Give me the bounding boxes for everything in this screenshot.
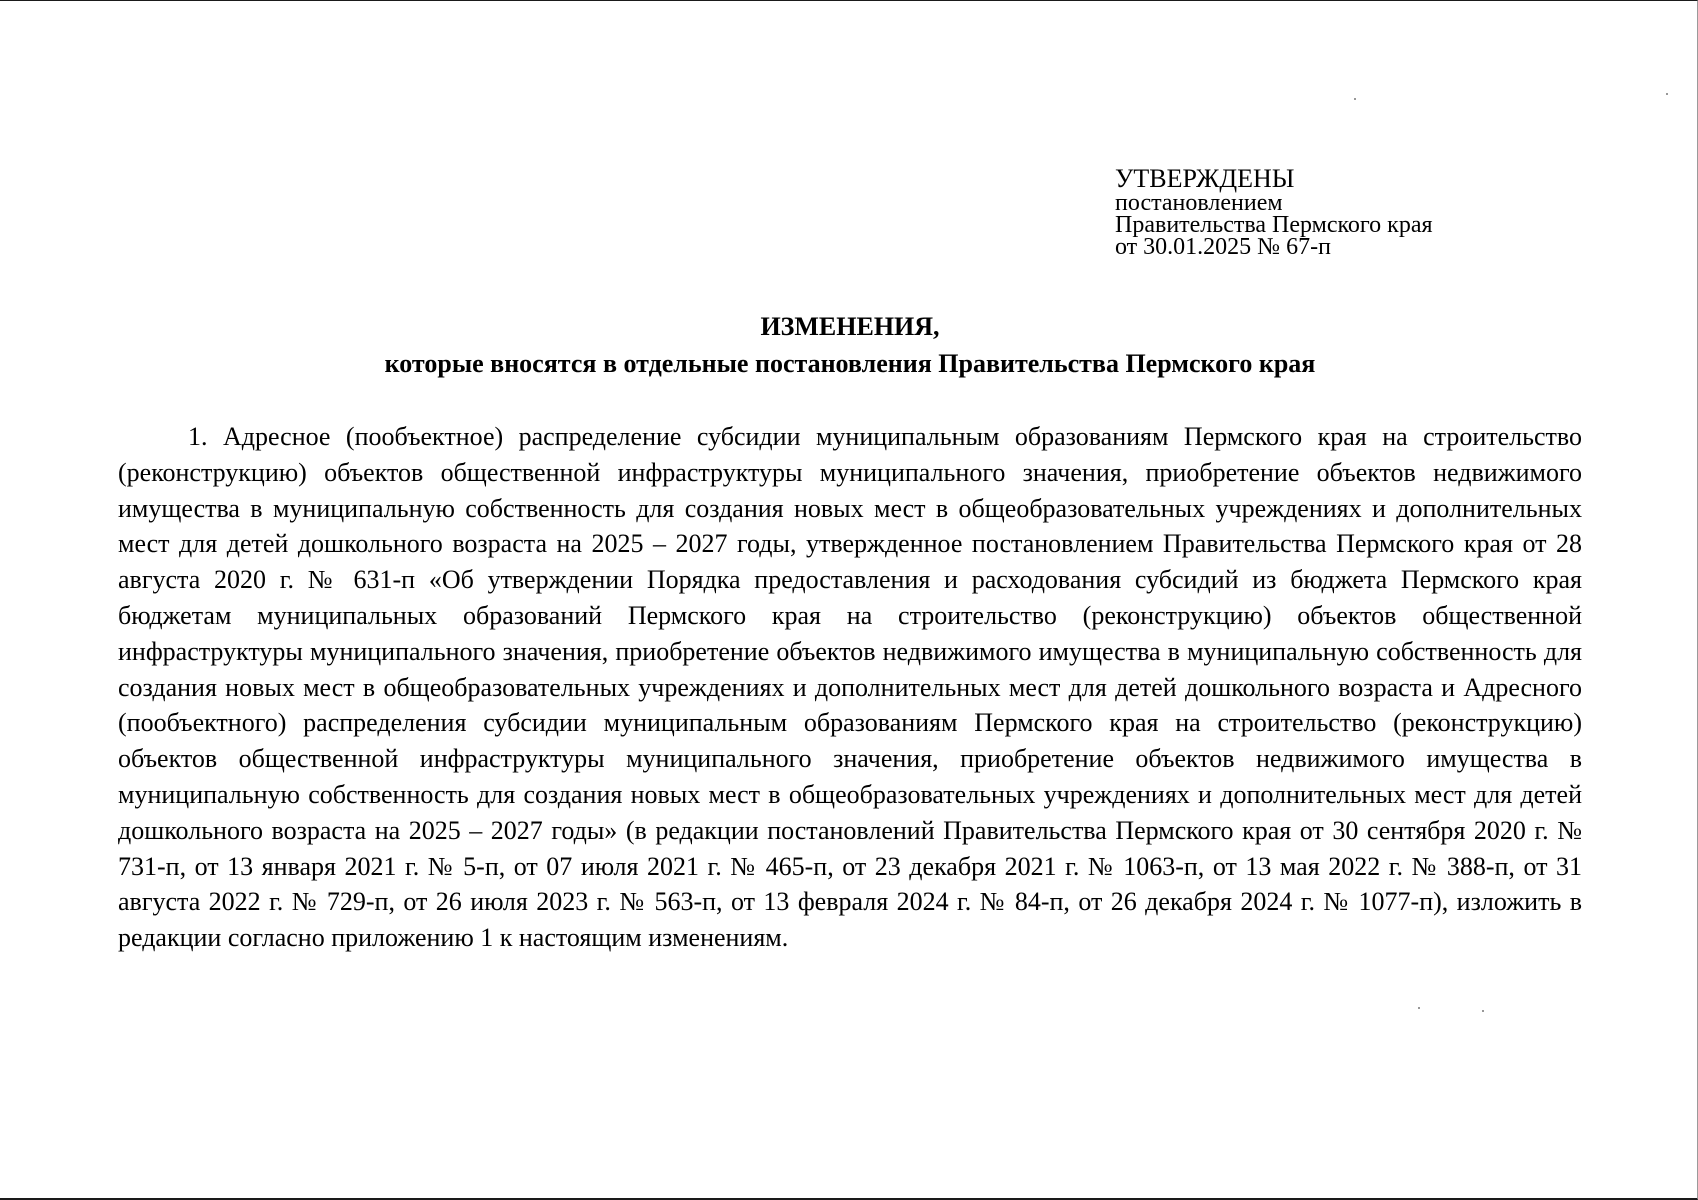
approval-line: Правительства Пермского края: [1115, 212, 1433, 238]
approval-date-number: от 30.01.2025 № 67-п: [1115, 234, 1331, 260]
document-subtitle: которые вносятся в отдельные постановления Правительства Пермского края: [384, 349, 1316, 378]
scan-speck: [1354, 98, 1356, 100]
body-paragraph: 1. Адресное (пообъектное) распределение субсидии муниципальным образованиям Пермского края на строительство (реконструкцию) объектов общественной инфраструктуры муниципального значения, приобретение объектов недвижимого имущества в муниципальную собственность для создания новых мест в общеобразовательных учреждениях и дополнительных мест для детей дошкольного возраста на 2025 – 2027 годы, утвержденное постановлением Правительства Пермского края от 28 августа 2020 г. № 631-п «Об утверждении Порядка предоставления и расходования субсидий из бюджета Пермского края бюджетам муниципальных образований Пермского края на строительство (реконструкцию) объектов общественной инфраструктуры муниципального значения, приобретение объектов недвижимого имущества в муниципальную собственность для создания новых мест в общеобразовательных учреждениях и дополнительных мест для детей дошкольного возраста и Адресного (пообъектного) распределения субсидии муниципальным образованиям Пермского края на строительство (реконструкцию) объектов общественной инфраструктуры муниципального значения, приобретение объектов недвижимого имущества в муниципальную собственность для создания новых мест в общеобразовательных учреждениях и дополнительных мест для детей дошкольного возраста на 2025 – 2027 годы» (в редакции постановлений Правительства Пермского края от 30 сентября 2020 г. № 731-п, от 13 января 2021 г. № 5-п, от 07 июля 2021 г. № 465-п, от 23 декабря 2021 г. № 1063-п, от 13 мая 2022 г. № 388-п, от 31 августа 2022 г. № 729-п, от 26 июля 2023 г. № 563-п, от 13 февраля 2024 г. № 84-п, от 26 декабря 2024 г. № 1077-п), изложить в редакции согласно приложению 1 к настоящим изменениям.: [118, 422, 1582, 953]
scan-speck: [1418, 1007, 1420, 1009]
approval-block: [1115, 166, 1535, 258]
scan-speck: [1666, 93, 1668, 95]
approval-line: постановлением: [1115, 190, 1283, 216]
approval-stamp: УТВЕРЖДЕНЫ: [1115, 164, 1295, 193]
scan-speck: [1482, 1010, 1484, 1012]
document-title: ИЗМЕНЕНИЯ,: [760, 312, 940, 341]
